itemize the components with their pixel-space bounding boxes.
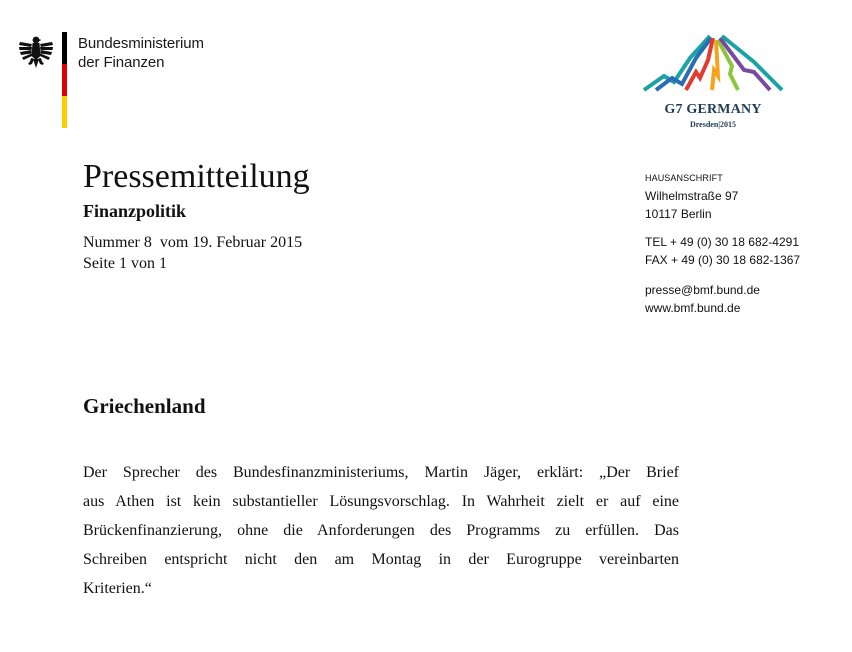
body-line: Der Sprecher des Bundesfinanzministeriums, Martin Jäger, erklärt: „Der Brief: [83, 464, 679, 481]
body-paragraph: [83, 458, 679, 603]
ministry-name-line2: der Finanzen: [78, 54, 165, 71]
body-line: Kriterien.“: [83, 580, 152, 597]
g7-subtitle: Dresden|2015: [689, 120, 737, 129]
body-line: Brückenfinanzierung, ohne die Anforderungen des Programms zu erfüllen. Das: [83, 522, 679, 539]
address-web[interactable]: www.bmf.bund.de: [645, 301, 741, 315]
address-fax: FAX + 49 (0) 30 18 682-1367: [645, 253, 801, 267]
g7-mountain-icon: [640, 30, 786, 102]
ministry-name-line1: Bundesministerium: [78, 35, 204, 52]
address-email[interactable]: presse@bmf.bund.de: [645, 283, 760, 297]
page-count: Seite 1 von 1: [83, 255, 167, 272]
body-line: aus Athen ist kein substantieller Lösungsvorschlag. In Wahrheit zielt er auf eine: [83, 493, 679, 510]
g7-germany-logo: [640, 30, 790, 132]
section-heading: Griechenland: [83, 394, 206, 418]
address-street: Wilhelmstraße 97: [645, 189, 739, 203]
address-city: 10117 Berlin: [645, 207, 712, 221]
address-label: HAUSANSCHRIFT: [645, 173, 723, 183]
body-line: Schreiben entspricht nicht den am Montag in der Eurogruppe vereinbarten: [83, 551, 679, 568]
address-tel: TEL + 49 (0) 30 18 682-4291: [645, 235, 799, 249]
page-subtitle: Finanzpolitik: [83, 201, 187, 221]
g7-title: G7 GERMANY: [664, 102, 762, 117]
german-flag-bar: [62, 32, 67, 128]
ministry-name: [78, 34, 204, 72]
address-block: [645, 172, 800, 317]
federal-eagle-icon: [18, 34, 54, 72]
document-meta: [83, 232, 302, 274]
document-number: Nummer 8 vom 19. Februar 2015: [83, 234, 303, 251]
ministry-logo: [18, 32, 238, 132]
page-title: Pressemitteilung: [83, 158, 310, 195]
